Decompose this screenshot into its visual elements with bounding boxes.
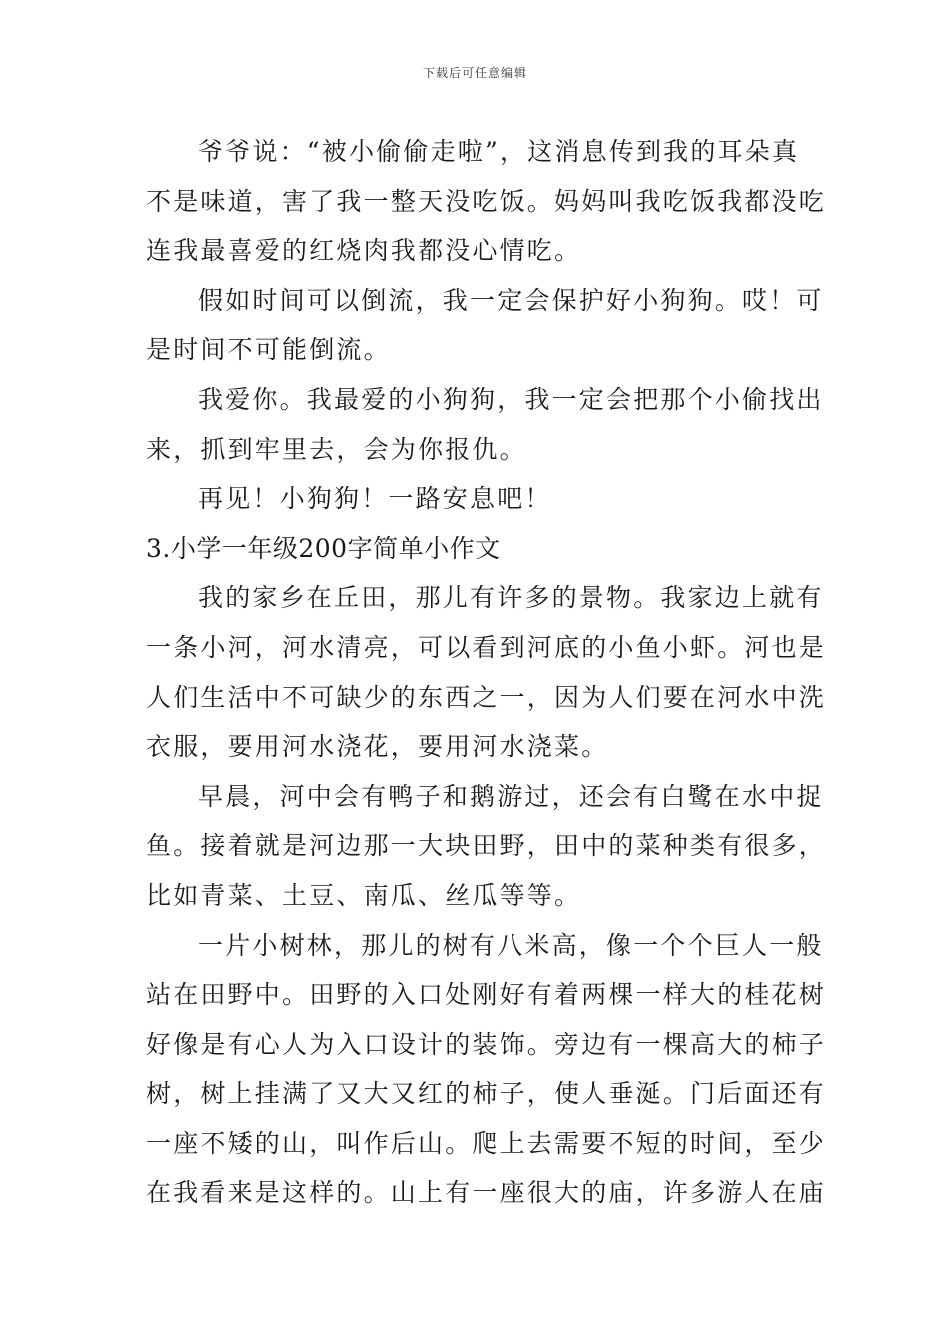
paragraph-line: 一条小河，河水清亮，可以看到河底的小鱼小虾。河也是 bbox=[146, 632, 827, 662]
paragraph-line: 站在田野中。田野的入口处刚好有着两棵一样大的桂花树 bbox=[146, 980, 827, 1010]
paragraph-line: 爷爷说：“被小偷偷走啦”，这消息传到我的耳朵真 bbox=[198, 137, 800, 166]
paragraph-line: 一片小树林，那儿的树有八米高，像一个个巨人一般 bbox=[198, 930, 824, 960]
paragraph-line: 人们生活中不可缺少的东西之一，因为人们要在河水中洗 bbox=[146, 682, 827, 712]
paragraph-line: 连我最喜爱的红烧肉我都没心情吃。 bbox=[146, 236, 582, 266]
paragraph-line: 一座不矮的山，叫作后山。爬上去需要不短的时间，至少 bbox=[146, 1128, 827, 1158]
paragraph-line: 衣服，要用河水浇花，要用河水浇菜。 bbox=[146, 732, 609, 762]
paragraph-line: 好像是有心人为入口设计的装饰。旁边有一棵高大的柿子 bbox=[146, 1029, 827, 1059]
paragraph-line: 在我看来是这样的。山上有一座很大的庙，许多游人在庙 bbox=[146, 1178, 827, 1208]
paragraph-line: 比如青菜、土豆、南瓜、丝瓜等等。 bbox=[146, 880, 582, 910]
paragraph-line: 我的家乡在丘田，那儿有许多的景物。我家边上就有 bbox=[198, 583, 824, 613]
paragraph-line: 不是味道，害了我一整天没吃饭。妈妈叫我吃饭我都没吃 bbox=[146, 186, 827, 216]
paragraph-line: 假如时间可以倒流，我一定会保护好小狗狗。哎！可 bbox=[198, 285, 824, 315]
page-header: 下载后可任意编辑 bbox=[422, 66, 527, 80]
paragraph-line: 再见！小狗狗！一路安息吧！ bbox=[198, 484, 552, 514]
paragraph-line: 树，树上挂满了又大又红的柿子，使人垂涎。门后面还有 bbox=[146, 1079, 827, 1109]
paragraph-line: 来，抓到牢里去，会为你报仇。 bbox=[146, 434, 527, 464]
document-body bbox=[146, 127, 827, 1218]
paragraph-line: 是时间不可能倒流。 bbox=[146, 335, 391, 365]
paragraph-line: 我爱你。我最爱的小狗狗，我一定会把那个小偷找出 bbox=[198, 384, 824, 414]
paragraph-line: 早晨，河中会有鸭子和鹅游过，还会有白鹭在水中捉 bbox=[198, 781, 824, 811]
paragraph-line: 鱼。接着就是河边那一大块田野，田中的菜种类有很多， bbox=[146, 831, 827, 861]
section-heading: 3.小学一年级200字简单小作文 bbox=[146, 533, 501, 563]
